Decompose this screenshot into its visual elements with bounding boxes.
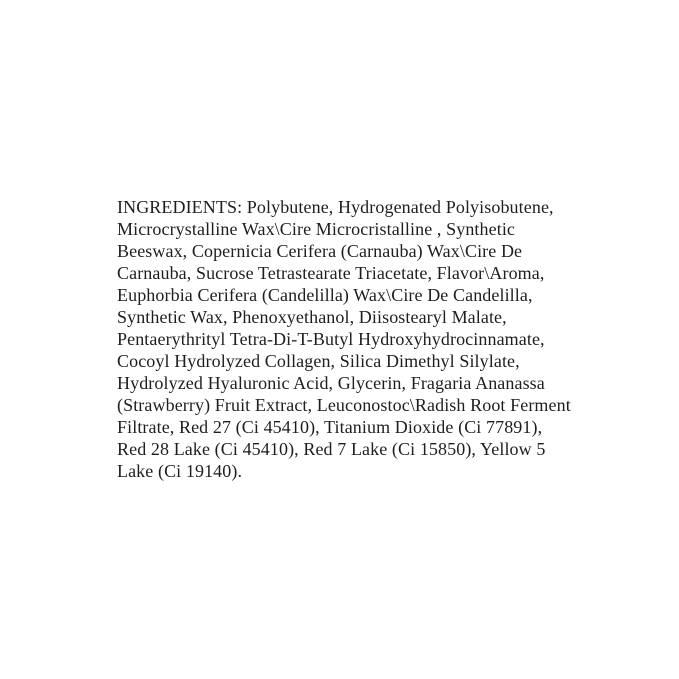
ingredients-line: Beeswax, Copernicia Cerifera (Carnauba) Wax\Cire De bbox=[117, 241, 523, 261]
ingredients-line: Cocoyl Hydrolyzed Collagen, Silica Dimethyl Silylate, bbox=[117, 351, 520, 371]
ingredients-line: Lake (Ci 19140). bbox=[117, 461, 243, 481]
ingredients-line: Euphorbia Cerifera (Candelilla) Wax\Cire De Candelilla, bbox=[117, 285, 533, 305]
ingredients-line: (Strawberry) Fruit Extract, Leuconostoc\Radish Root Ferment bbox=[117, 395, 571, 415]
ingredients-line: Hydrolyzed Hyaluronic Acid, Glycerin, Fragaria Ananassa bbox=[117, 373, 545, 393]
ingredients-line: Microcrystalline Wax\Cire Microcristalline , Synthetic bbox=[117, 219, 516, 239]
ingredients-line: INGREDIENTS: Polybutene, Hydrogenated Polyisobutene, bbox=[117, 197, 554, 217]
ingredients-line: Carnauba, Sucrose Tetrastearate Triacetate, Flavor\Aroma, bbox=[117, 263, 545, 283]
ingredients-line: Filtrate, Red 27 (Ci 45410), Titanium Dioxide (Ci 77891), bbox=[117, 417, 543, 437]
ingredients-line: Synthetic Wax, Phenoxyethanol, Diisostearyl Malate, bbox=[117, 307, 507, 327]
ingredients-label bbox=[117, 196, 577, 482]
ingredients-line: Pentaerythrityl Tetra-Di-T-Butyl Hydroxyhydrocinnamate, bbox=[117, 329, 545, 349]
ingredients-line: Red 28 Lake (Ci 45410), Red 7 Lake (Ci 15850), Yellow 5 bbox=[117, 439, 546, 459]
